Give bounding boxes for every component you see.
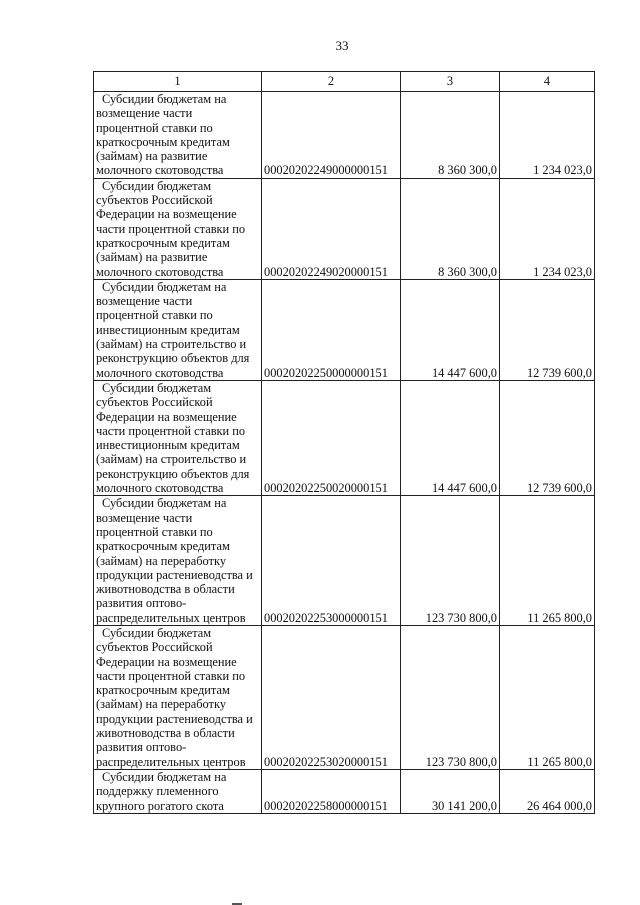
row-name-cell (94, 625, 262, 769)
row-name-line: Федерации на возмещение (96, 409, 237, 424)
row-name-line: продукции растениеводства и (96, 567, 253, 582)
row-name-line: краткосрочным кредитам (96, 683, 230, 698)
table-row (94, 92, 595, 179)
row-name-line: (займам) на переработку (96, 697, 227, 712)
row-name-line: инвестиционным кредитам (96, 322, 240, 337)
page-number: 33 (335, 38, 349, 53)
row-name-cell (94, 769, 262, 813)
row-name-cell (94, 92, 262, 179)
table-row (94, 496, 595, 626)
row-name-line: краткосрочным кредитам (96, 235, 230, 250)
budget-table (93, 71, 595, 814)
row-name-line: субъектов Российской (96, 640, 213, 655)
row-name-line: Федерации на возмещение (96, 654, 237, 669)
row-name-line: развития оптово- (96, 740, 187, 755)
row-code-cell: 00020202250020000151 (262, 380, 401, 495)
row-name-line: Субсидии бюджетам (102, 625, 212, 640)
table-row (94, 625, 595, 769)
row-amount-col4: 26 464 000,0 (500, 769, 595, 813)
row-name-line: (займам) на развитие (96, 250, 208, 265)
table-body (94, 92, 595, 814)
row-code-cell: 00020202249020000151 (262, 178, 401, 279)
row-code-cell: 00020202250000000151 (262, 279, 401, 380)
row-amount-col4: 12 739 600,0 (500, 279, 595, 380)
column-header-1: 1 (94, 72, 262, 92)
row-name-cell (94, 380, 262, 495)
row-name-line: процентной ставки по (96, 120, 213, 135)
row-name-line: молочного скотоводства (96, 481, 224, 496)
row-code-cell: 00020202258000000151 (262, 769, 401, 813)
row-name-line: возмещение части (96, 510, 193, 525)
table-row (94, 279, 595, 380)
table-row (94, 769, 595, 813)
row-name-line: реконструкцию объектов для (96, 466, 250, 481)
row-amount-col4: 12 739 600,0 (500, 380, 595, 495)
row-name-line: (займам) на переработку (96, 553, 227, 568)
row-name-line: продукции растениеводства и (96, 711, 253, 726)
row-name-line: поддержку племенного (96, 784, 219, 799)
row-name-line: реконструкцию объектов для (96, 351, 250, 366)
row-name-line: процентной ставки по (96, 524, 213, 539)
row-name-cell (94, 178, 262, 279)
column-header-3: 3 (401, 72, 500, 92)
row-name-cell (94, 496, 262, 626)
row-name-line: животноводства в области (96, 582, 235, 597)
row-name-line: Субсидии бюджетам (102, 178, 212, 193)
row-amount-col3: 123 730 800,0 (401, 496, 500, 626)
row-name-line: молочного скотоводства (96, 163, 224, 178)
row-amount-col3: 30 141 200,0 (401, 769, 500, 813)
row-code-cell: 00020202249000000151 (262, 92, 401, 179)
row-name-line: (займам) на строительство и (96, 452, 247, 467)
row-name-line: распределительных центров (96, 754, 246, 769)
row-name-line: развития оптово- (96, 596, 187, 611)
row-name-line: Федерации на возмещение (96, 207, 237, 222)
row-amount-col4: 1 234 023,0 (500, 92, 595, 179)
column-header-4: 4 (500, 72, 595, 92)
row-name-line: животноводства в области (96, 726, 235, 741)
row-code-cell: 00020202253000000151 (262, 496, 401, 626)
row-name-line: Субсидии бюджетам на (102, 496, 227, 511)
row-name-line: (займам) на строительство и (96, 337, 247, 352)
row-name-line: инвестиционным кредитам (96, 438, 240, 453)
row-name-line: Субсидии бюджетам на (102, 279, 227, 294)
row-name-line: субъектов Российской (96, 395, 213, 410)
row-name-line: Субсидии бюджетам на (102, 92, 227, 106)
row-code-cell: 00020202253020000151 (262, 625, 401, 769)
row-amount-col3: 8 360 300,0 (401, 92, 500, 179)
row-name-line: (займам) на развитие (96, 149, 208, 164)
row-name-line: процентной ставки по (96, 308, 213, 323)
row-name-line: возмещение части (96, 294, 193, 309)
row-name-line: крупного рогатого скота (96, 798, 224, 813)
row-name-line: возмещение части (96, 106, 193, 121)
table-header-row (94, 72, 595, 92)
row-amount-col3: 14 447 600,0 (401, 380, 500, 495)
row-name-line: субъектов Российской (96, 193, 213, 208)
row-name-line: молочного скотоводства (96, 365, 224, 380)
row-name-line: краткосрочным кредитам (96, 134, 230, 149)
row-amount-col4: 11 265 800,0 (500, 625, 595, 769)
table-row (94, 178, 595, 279)
row-amount-col3: 14 447 600,0 (401, 279, 500, 380)
row-amount-col3: 8 360 300,0 (401, 178, 500, 279)
row-name-line: краткосрочным кредитам (96, 539, 230, 554)
row-name-line: Субсидии бюджетам (102, 380, 212, 395)
row-amount-col4: 1 234 023,0 (500, 178, 595, 279)
row-name-line: части процентной ставки по (96, 423, 246, 438)
row-name-line: молочного скотоводства (96, 264, 224, 279)
row-amount-col3: 123 730 800,0 (401, 625, 500, 769)
table-row (94, 380, 595, 495)
row-amount-col4: 11 265 800,0 (500, 496, 595, 626)
row-name-cell (94, 279, 262, 380)
row-name-line: части процентной ставки по (96, 668, 246, 683)
row-name-line: Субсидии бюджетам на (102, 769, 227, 784)
row-name-line: части процентной ставки по (96, 221, 246, 236)
column-header-2: 2 (262, 72, 401, 92)
row-name-line: распределительных центров (96, 610, 246, 625)
